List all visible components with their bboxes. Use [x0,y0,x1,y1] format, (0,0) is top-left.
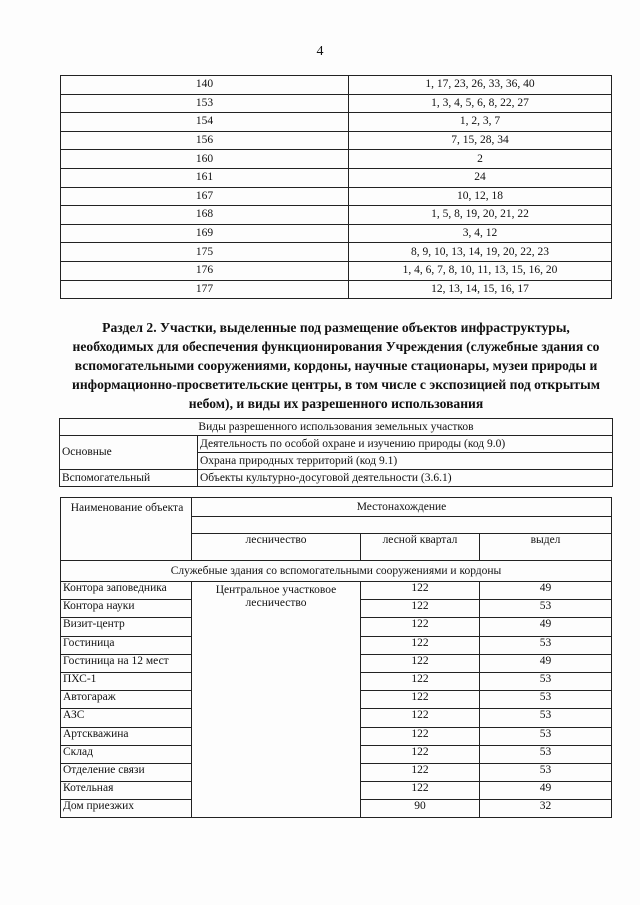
quarter-number: 140 [61,76,349,95]
header-blank-row [192,517,612,534]
object-section: 53 [480,763,612,781]
quarter-number: 175 [61,243,349,262]
quarter-number: 168 [61,206,349,225]
quarter-row [61,150,612,169]
object-quarter: 122 [361,709,480,727]
object-quarter: 122 [361,654,480,672]
quarter-row [61,206,612,225]
permitted-use-table [59,418,613,487]
header-section: выдел [480,534,612,561]
quarter-sections: 10, 12, 18 [349,187,612,206]
object-name: Автогараж [61,691,192,709]
quarter-sections: 1, 4, 6, 7, 8, 10, 11, 13, 15, 16, 20 [349,261,612,280]
object-quarter: 122 [361,582,480,600]
quarter-row [61,94,612,113]
object-quarter: 90 [361,800,480,818]
object-name: ПХС-1 [61,672,192,690]
quarter-sections: 1, 5, 8, 19, 20, 21, 22 [349,206,612,225]
object-section: 53 [480,600,612,618]
object-name: Гостиница [61,636,192,654]
objects-table [60,497,612,818]
quarter-number: 154 [61,113,349,132]
quarter-sections: 1, 3, 4, 5, 6, 8, 22, 27 [349,94,612,113]
object-quarter: 122 [361,782,480,800]
quarter-number: 167 [61,187,349,206]
object-quarter: 122 [361,763,480,781]
object-name: Контора науки [61,600,192,618]
object-name: Гостиница на 12 мест [61,654,192,672]
quarter-row [61,280,612,299]
quarter-row [61,224,612,243]
forestry-name: Центральное участковое лесничество [192,582,361,818]
object-section: 49 [480,618,612,636]
header-forestry: лесничество [192,534,361,561]
quarter-sections: 1, 17, 23, 26, 33, 36, 40 [349,76,612,95]
object-name: Артскважина [61,727,192,745]
object-section: 49 [480,782,612,800]
main-use-item: Деятельность по особой охране и изучению природы (код 9.0) [198,436,613,453]
main-use-label: Основные [60,436,198,470]
quarters-table [60,75,612,299]
object-name: Дом приезжих [61,800,192,818]
quarter-number: 176 [61,261,349,280]
object-section: 53 [480,672,612,690]
permitted-use-header: Виды разрешенного использования земельных участков [60,419,613,436]
object-name: АЗС [61,709,192,727]
page-number: 4 [316,44,324,59]
main-use-item: Охрана природных территорий (код 9.1) [198,453,613,470]
quarter-sections: 12, 13, 14, 15, 16, 17 [349,280,612,299]
quarter-row [61,243,612,262]
quarter-number: 161 [61,168,349,187]
header-object-name: Наименование объекта [61,498,192,561]
quarter-sections: 3, 4, 12 [349,224,612,243]
aux-use-label: Вспомогательный [60,470,198,487]
object-section: 49 [480,654,612,672]
object-quarter: 122 [361,672,480,690]
object-section: 53 [480,636,612,654]
quarter-row [61,76,612,95]
aux-use-item: Объекты культурно-досуговой деятельности (3.6.1) [198,470,613,487]
object-name: Отделение связи [61,763,192,781]
group-title: Служебные здания со вспомогательными сооружениями и кордоны [61,561,612,582]
quarter-number: 169 [61,224,349,243]
quarter-number: 177 [61,280,349,299]
object-quarter: 122 [361,618,480,636]
object-row [61,582,612,600]
quarter-number: 160 [61,150,349,169]
object-name: Визит-центр [61,618,192,636]
quarter-number: 156 [61,131,349,150]
object-section: 53 [480,745,612,763]
object-name: Склад [61,745,192,763]
object-quarter: 122 [361,691,480,709]
quarter-sections: 24 [349,168,612,187]
quarter-sections: 1, 2, 3, 7 [349,113,612,132]
object-quarter: 122 [361,727,480,745]
quarter-sections: 7, 15, 28, 34 [349,131,612,150]
object-section: 53 [480,691,612,709]
section-title: Раздел 2. Участки, выделенные под размещение объектов инфраструктуры, необходимых для обеспечения функционирования Учреждения (служебные здания со вспомогательными сооружениями, кордоны, научные стационары, музеи природы и информационно-просветительские центры, в том числе с экспозицией под открытым небом), и виды их разрешенного использования [72,320,600,411]
quarter-number: 153 [61,94,349,113]
header-quarter: лесной квартал [361,534,480,561]
object-section: 49 [480,582,612,600]
quarter-sections: 8, 9, 10, 13, 14, 19, 20, 22, 23 [349,243,612,262]
object-section: 53 [480,709,612,727]
object-name: Котельная [61,782,192,800]
object-name: Контора заповедника [61,582,192,600]
object-quarter: 122 [361,636,480,654]
quarter-sections: 2 [349,150,612,169]
object-quarter: 122 [361,600,480,618]
quarter-row [61,113,612,132]
quarter-row [61,131,612,150]
quarter-row [61,168,612,187]
object-section: 53 [480,727,612,745]
object-quarter: 122 [361,745,480,763]
quarter-row [61,261,612,280]
quarter-row [61,187,612,206]
object-section: 32 [480,800,612,818]
header-location: Местонахождение [192,498,612,517]
